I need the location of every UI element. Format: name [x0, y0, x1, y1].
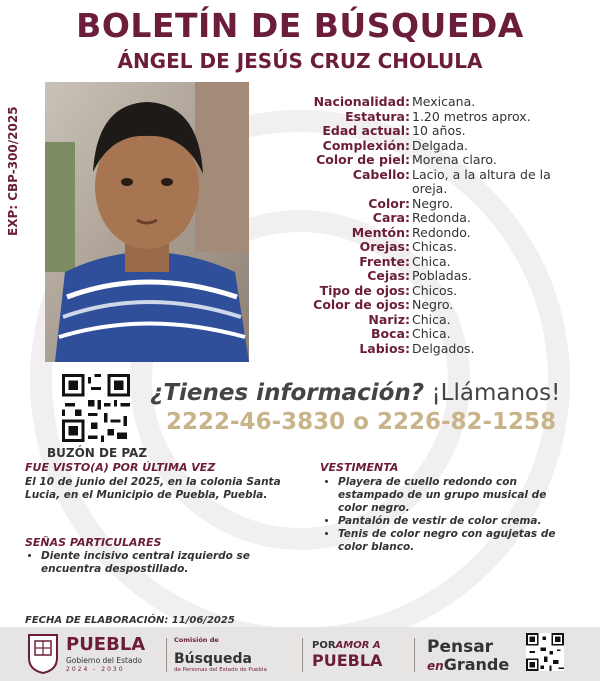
footer-divider	[414, 638, 415, 672]
attr-value: Delgados.	[412, 340, 475, 356]
attr-eye-type	[300, 284, 560, 299]
footer-en-grande	[427, 655, 509, 674]
attr-skin-color	[300, 153, 560, 168]
attr-forehead	[300, 255, 560, 270]
attr-value: Morena claro.	[412, 152, 497, 167]
distinguishing-marks-heading: SEÑAS PARTICULARES	[25, 536, 162, 549]
attr-label: Cabello:	[352, 166, 410, 182]
attr-label: Labios:	[359, 340, 410, 356]
peace-mailbox-label: BUZÓN DE PAZ	[46, 446, 148, 460]
attr-label: Estatura:	[345, 108, 410, 124]
attr-label: Edad actual:	[322, 123, 410, 138]
attr-face	[300, 211, 560, 226]
attr-label: Orejas:	[359, 239, 410, 254]
state-seal-icon	[26, 632, 60, 674]
attr-build	[300, 139, 560, 154]
attr-value: Chica.	[412, 311, 451, 327]
attr-chin	[300, 226, 560, 241]
attr-nationality	[300, 95, 560, 110]
qr-code-graphic	[62, 374, 130, 442]
clothing-list	[322, 476, 558, 554]
footer-divider	[302, 638, 303, 672]
footer-commission-text: Comisión de	[174, 636, 219, 644]
case-number: EXP: CBP-300/2025	[6, 106, 20, 236]
info-question-text: ¿Tienes información?	[150, 380, 425, 406]
creation-date: FECHA DE ELABORACIÓN: 11/06/2025	[25, 615, 235, 626]
last-seen-text: El 10 de junio del 2025, en la colonia Santa Lucia, en el Municipio de Puebla, Puebla.	[25, 476, 281, 501]
attr-value: 10 años.	[412, 123, 466, 138]
attr-value: Delgada.	[412, 137, 468, 153]
footer-puebla-logo: PUEBLA	[66, 634, 146, 655]
attr-value: Lacio, a la altura de la oreja.	[412, 166, 551, 196]
attr-label: Color de ojos:	[313, 297, 410, 312]
missing-person-photo	[45, 82, 249, 362]
physical-description	[300, 95, 560, 356]
footer-por: POR	[312, 640, 336, 651]
footer-divider	[166, 638, 167, 672]
attr-label: Frente:	[359, 253, 410, 269]
clothing-heading: VESTIMENTA	[320, 461, 399, 474]
attr-label: Nariz:	[368, 311, 410, 327]
attr-value: Chica.	[412, 253, 451, 269]
attr-value: Pobladas.	[412, 268, 472, 283]
attr-height	[300, 110, 560, 125]
attr-age	[300, 124, 560, 139]
attr-label: Boca:	[371, 326, 410, 341]
call-us-text: ¡Llámanos!	[431, 380, 561, 406]
attr-label: Cara:	[372, 210, 410, 225]
attr-label: Color:	[368, 195, 410, 211]
attr-eye-color	[300, 298, 560, 313]
footer-qr-code-icon[interactable]	[526, 633, 564, 671]
attr-value: Redonda.	[412, 210, 471, 225]
seal-graphic	[26, 632, 60, 674]
list-item: • Diente incisivo central izquierdo se encuentra despostillado.	[41, 550, 290, 576]
footer-government-text: Gobierno del Estado	[66, 656, 142, 665]
attr-hair	[300, 168, 560, 197]
attr-mouth	[300, 327, 560, 342]
info-question	[150, 380, 560, 406]
missing-person-name: ÁNGEL DE JESÚS CRUZ CHOLULA	[117, 49, 483, 73]
attr-eyebrows	[300, 269, 560, 284]
list-item: • Tenis de color negro con agujetas de color blanco.	[338, 528, 558, 554]
attr-label: Mentón:	[351, 224, 410, 240]
attr-ears	[300, 240, 560, 255]
list-item: • Playera de cuello redondo con estampado de un grupo musical de color negro.	[338, 476, 558, 515]
attr-label: Complexión:	[322, 137, 410, 153]
attr-value: Chica.	[412, 326, 451, 341]
attr-value: Chicas.	[412, 239, 458, 254]
attr-value: Chicos.	[412, 282, 458, 298]
attr-label: Nacionalidad:	[313, 94, 410, 109]
attr-label: Tipo de ojos:	[319, 282, 410, 298]
attr-label: Color de piel:	[316, 152, 410, 167]
footer-por-amor	[312, 640, 381, 651]
attr-value: Redondo.	[412, 224, 471, 240]
attr-hair-color	[300, 197, 560, 212]
footer-search-logo: Búsqueda	[174, 651, 252, 667]
attr-value: Negro.	[412, 297, 454, 312]
photo-portrait	[45, 82, 249, 362]
footer-search-subtitle: de Personas del Estado de Puebla	[174, 667, 267, 673]
list-item: • Pantalón de vestir de color crema.	[338, 515, 558, 528]
attr-label: Cejas:	[367, 268, 410, 283]
footer-grande: Grande	[443, 655, 510, 674]
footer-pensar: Pensar	[427, 637, 494, 657]
attr-lips	[300, 342, 560, 357]
footer-years: 2024 - 2030	[66, 666, 125, 673]
attr-value: 1.20 metros aprox.	[412, 108, 531, 124]
footer-amor: AMOR A	[335, 640, 381, 651]
qr-code-icon[interactable]	[62, 374, 130, 442]
phone-numbers[interactable]: 2222-46-3830 o 2226-82-1258	[166, 409, 557, 435]
distinguishing-marks-list	[25, 550, 290, 576]
footer-en: en	[427, 659, 444, 673]
attr-value: Negro.	[412, 195, 454, 211]
attr-nose	[300, 313, 560, 328]
attr-value: Mexicana.	[412, 94, 476, 109]
footer-puebla-slogan: PUEBLA	[312, 651, 383, 670]
footer-qr-graphic	[526, 633, 564, 671]
bulletin-title: BOLETÍN DE BÚSQUEDA	[76, 6, 524, 45]
last-seen-heading: FUE VISTO(A) POR ÚLTIMA VEZ	[25, 461, 216, 474]
